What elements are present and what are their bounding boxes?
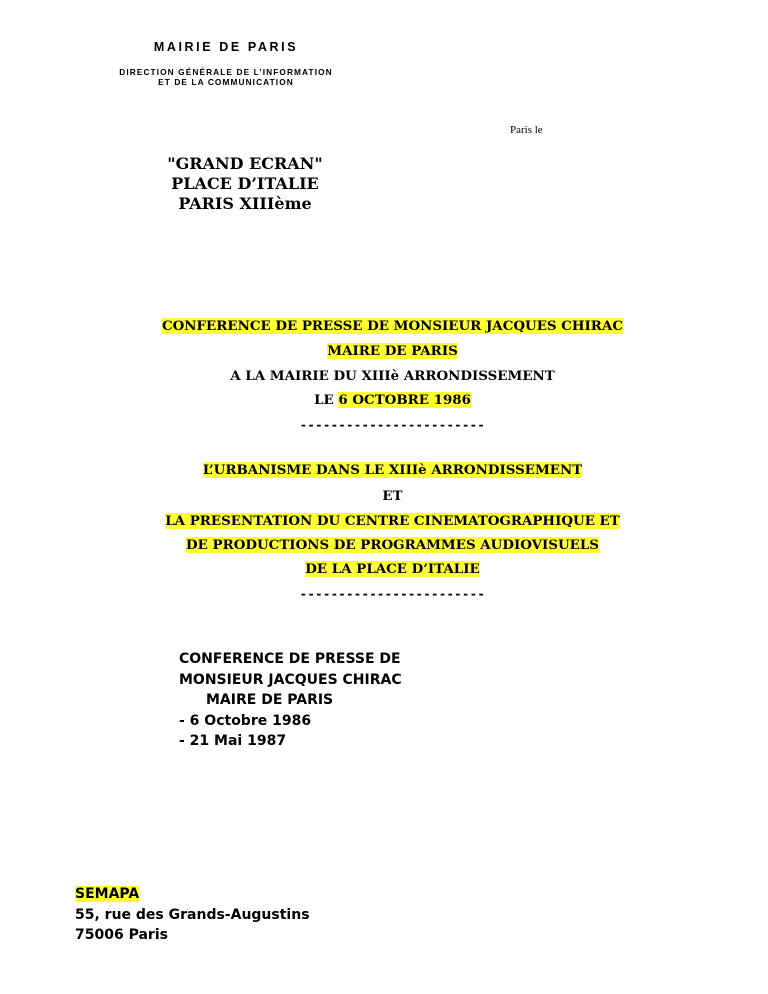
letterhead-subtitle-line1: DIRECTION GÉNÉRALE DE L’INFORMATION xyxy=(119,67,333,77)
conference-line2-text: MAIRE DE PARIS xyxy=(327,343,458,359)
topic-line3-text: LA PRESENTATION DU CENTRE CINEMATOGRAPHIQUE ET xyxy=(165,513,620,529)
conference-date: 6 OCTOBRE 1986 xyxy=(338,392,471,408)
topic-line4 xyxy=(0,536,768,554)
letterhead-title: MAIRIE DE PARIS xyxy=(153,40,299,54)
conference-line1-text: CONFERENCE DE PRESSE DE MONSIEUR JACQUES CHIRAC xyxy=(161,318,623,334)
recipient-line3: PARIS XIIIème xyxy=(178,194,312,213)
sender-street: 55, rue des Grands-Augustins xyxy=(75,907,310,923)
topic-line2-text: ET xyxy=(382,488,403,504)
topic-separator: ------------------------ xyxy=(299,587,486,601)
conference-line3-text: A LA MAIRIE DU XIIIè ARRONDISSEMENT xyxy=(230,368,555,384)
note-line2: MONSIEUR JACQUES CHIRAC xyxy=(179,672,402,688)
note-line3: MAIRE DE PARIS xyxy=(206,692,334,708)
letterhead-subtitle-line2: ET DE LA COMMUNICATION xyxy=(158,77,294,87)
recipient-block xyxy=(140,154,350,214)
note-line4: - 6 Octobre 1986 xyxy=(179,713,312,729)
conference-separator: ------------------------ xyxy=(299,418,486,432)
topic-line4-text: DE PRODUCTIONS DE PROGRAMMES AUDIOVISUELS xyxy=(186,537,599,553)
conference-line2 xyxy=(0,342,768,360)
recipient-line1: "GRAND ECRAN" xyxy=(167,154,323,173)
sender-name-text: SEMAPA xyxy=(75,886,140,902)
topic-line5 xyxy=(0,560,768,578)
conference-date-prefix: LE xyxy=(314,392,339,408)
note-line1: CONFERENCE DE PRESSE DE xyxy=(179,651,401,667)
conference-line3 xyxy=(0,367,768,385)
topic-line1 xyxy=(0,461,768,479)
conference-line4 xyxy=(0,391,768,409)
topic-line1-text: L’URBANISME DANS LE XIIIè ARRONDISSEMENT xyxy=(202,462,583,478)
recipient-line2: PLACE D’ITALIE xyxy=(171,174,319,193)
conference-line1 xyxy=(0,317,768,335)
note-line5: - 21 Mai 1987 xyxy=(179,733,287,749)
topic-line3 xyxy=(0,512,768,530)
sender-name xyxy=(75,884,139,905)
sender-city: 75006 Paris xyxy=(75,927,168,943)
topic-line2 xyxy=(0,487,768,505)
topic-line5-text: DE LA PLACE D’ITALIE xyxy=(305,561,480,577)
date-label: Paris le xyxy=(510,124,543,136)
